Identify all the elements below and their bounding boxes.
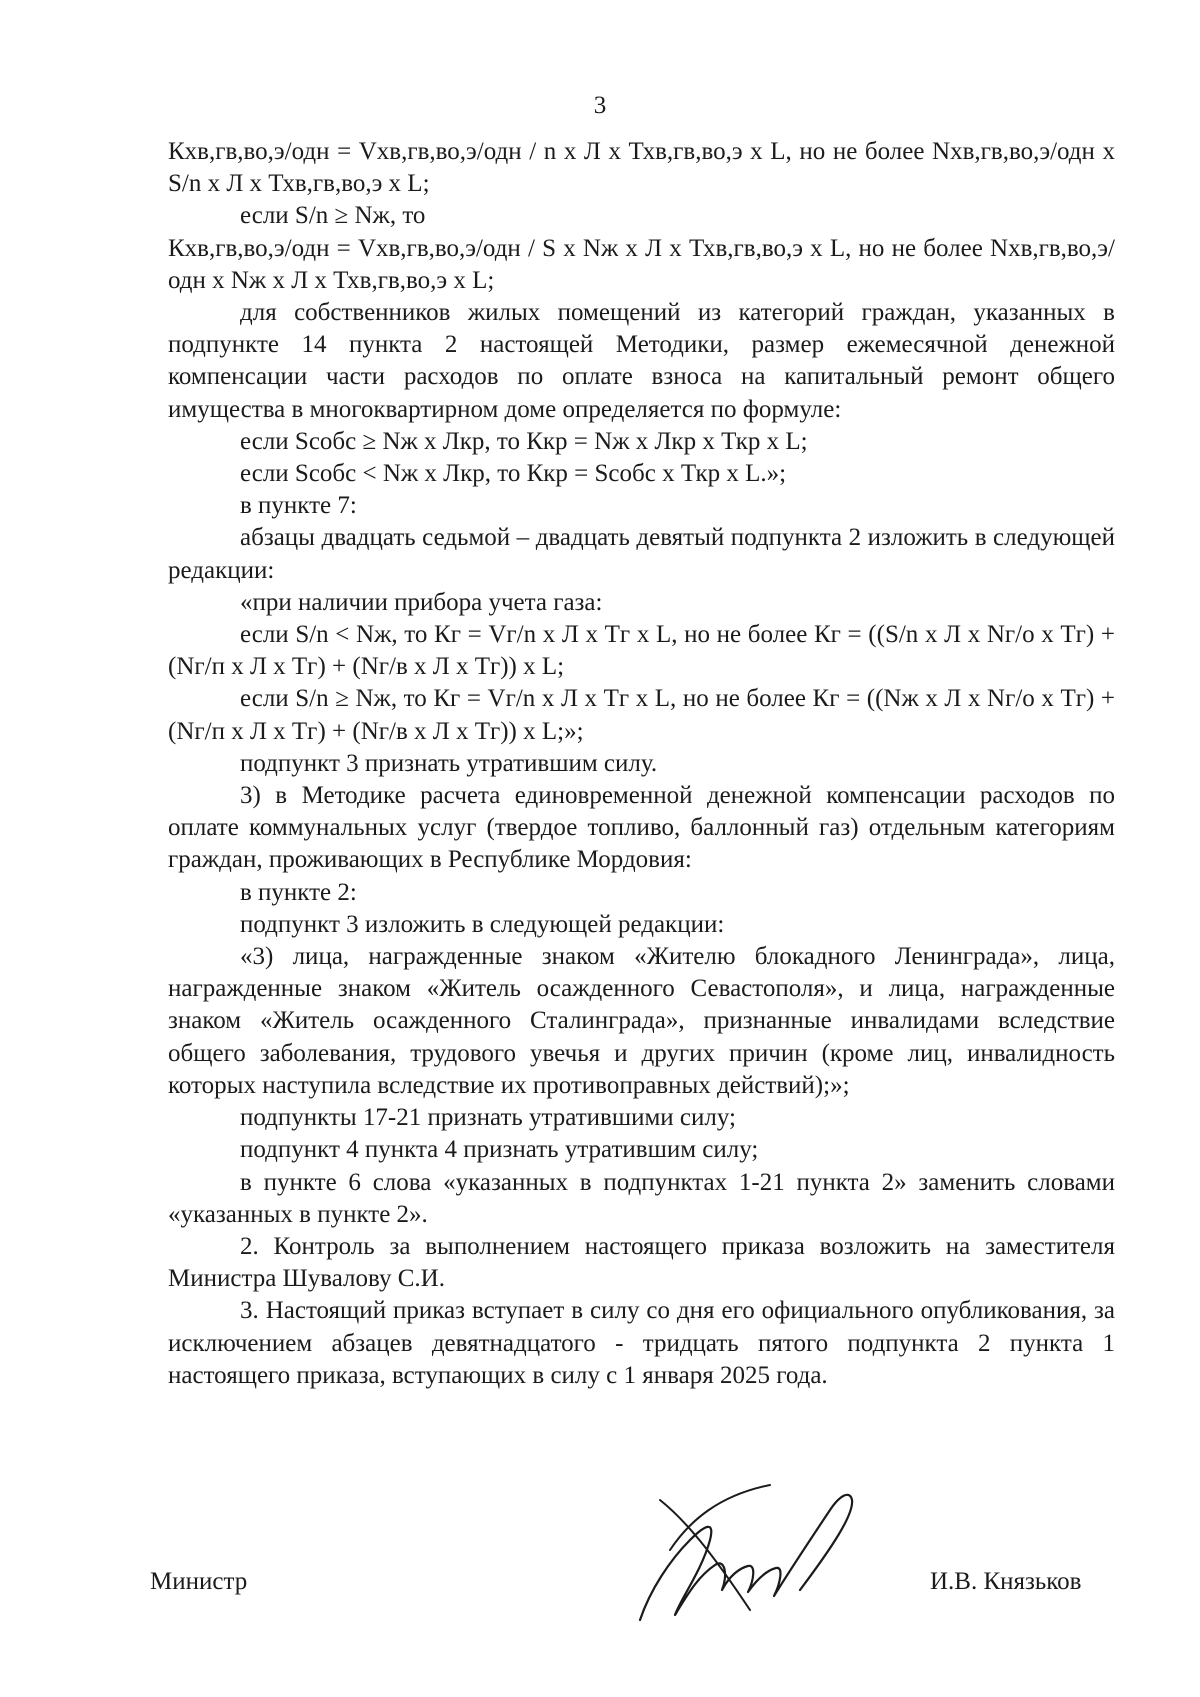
paragraph-subpoint-3-edit: подпункт 3 изложить в следующей редакции: [240, 910, 725, 938]
paragraph-point-2: в пункте 2: [240, 878, 357, 906]
paragraph-formula-kr-2: если Sсобс < Nж х Лкр, то Ккр = Sсобс х Ткр х L.»; [240, 460, 787, 488]
paragraph-formula-2: Кхв,гв,во,э/одн = Vхв,гв,во,э/одн / S х Nж х Л х Тхв,гв,во,э х L, но не более Nхв,гв,во,э/одн х Nж х Л х Тхв,гв,во,э х L; [168, 234, 1115, 294]
page-number: 3 [593, 92, 607, 119]
paragraph-methodology-3: 3) в Методике расчета единовременной денежной компенсации расходов по оплате коммунальных услуг (твердое топливо, баллонный газ) отдельным категориям граждан, проживающих в Республике Мордовия: [168, 782, 1115, 874]
paragraph-subpoints-17-21: подпункты 17-21 признать утратившими силу; [240, 1104, 736, 1132]
paragraph-formula-1: Кхв,гв,во,э/одн = Vхв,гв,во,э/одн / n х Л х Тхв,гв,во,э х L, но не более Nхв,гв,во,э/одн х S/n х Л х Тхв,гв,во,э х L; [168, 138, 1115, 198]
paragraph-point-7: в пункте 7: [240, 492, 357, 520]
paragraph-persons: «3) лица, награжденные знаком «Жителю блокадного Ленинграда», лица, награжденные знаком «Житель осажденного Севастополя», и лица, награжденные знаком «Житель осажденного Сталинграда», признанные инвалидами вследствие общего заболевания, трудового увечья и других причин (кроме лиц, инвалидность которых наступила вследствие их противоправных действий);»; [168, 943, 1115, 1099]
paragraph-point-6: в пункте 6 слова «указанных в подпунктах 1-21 пункта 2» заменить словами «указанных в пункте 2». [168, 1168, 1115, 1228]
paragraph-gas-meter: «при наличии прибора учета газа: [240, 588, 603, 616]
paragraph-subpoint-3-void: подпункт 3 признать утратившим силу. [240, 749, 658, 777]
signatory-title: Министр [150, 1568, 248, 1595]
signatory-name: И.В. Князьков [930, 1568, 1082, 1595]
paragraph-owners: для собственников жилых помещений из категорий граждан, указанных в подпункте 14 пункта 2 настоящей Методики, размер ежемесячной денежной компенсации части расходов по оплате взноса на капитальный ремонт общего имущества в многоквартирном доме определяется по формуле: [168, 299, 1115, 423]
paragraph-formula-gas-1: если S/n < Nж, то Кг = Vг/n х Л х Тг х L, но не более Кг = ((S/n х Л х Nг/о х Тг) + (Nг/п х Л х Тг) + (Nг/в х Л х Тг)) х L; [168, 621, 1115, 681]
document-body [168, 136, 1115, 1392]
paragraph-condition-1: если S/n ≥ Nж, то [240, 202, 426, 230]
paragraph-subpoint-4: подпункт 4 пункта 4 признать утратившим силу; [240, 1136, 759, 1164]
paragraph-abzacy: абзацы двадцать седьмой – двадцать девятый подпункта 2 изложить в следующей редакции: [168, 524, 1115, 584]
paragraph-control: 2. Контроль за выполнением настоящего приказа возложить на заместителя Министра Шувалову С.И. [168, 1232, 1115, 1293]
paragraph-formula-kr-1: если Sсобс ≥ Nж х Лкр, то Ккр = Nж х Лкр х Ткр х L; [240, 427, 808, 455]
handwritten-signature [630, 1480, 860, 1630]
paragraph-formula-gas-2: если S/n ≥ Nж, то Кг = Vг/n х Л х Тг х L, но не более Кг = ((Nж х Л х Nг/о х Тг) + (Nг/п х Л х Тг) + (Nг/в х Л х Тг)) х L;»; [168, 685, 1115, 745]
paragraph-effective: 3. Настоящий приказ вступает в силу со дня его официального опубликования, за исключением абзацев девятнадцатого - тридцать пятого подпункта 2 пункта 1 настоящего приказа, вступающих в силу с 1 января 2025 года. [168, 1297, 1115, 1389]
